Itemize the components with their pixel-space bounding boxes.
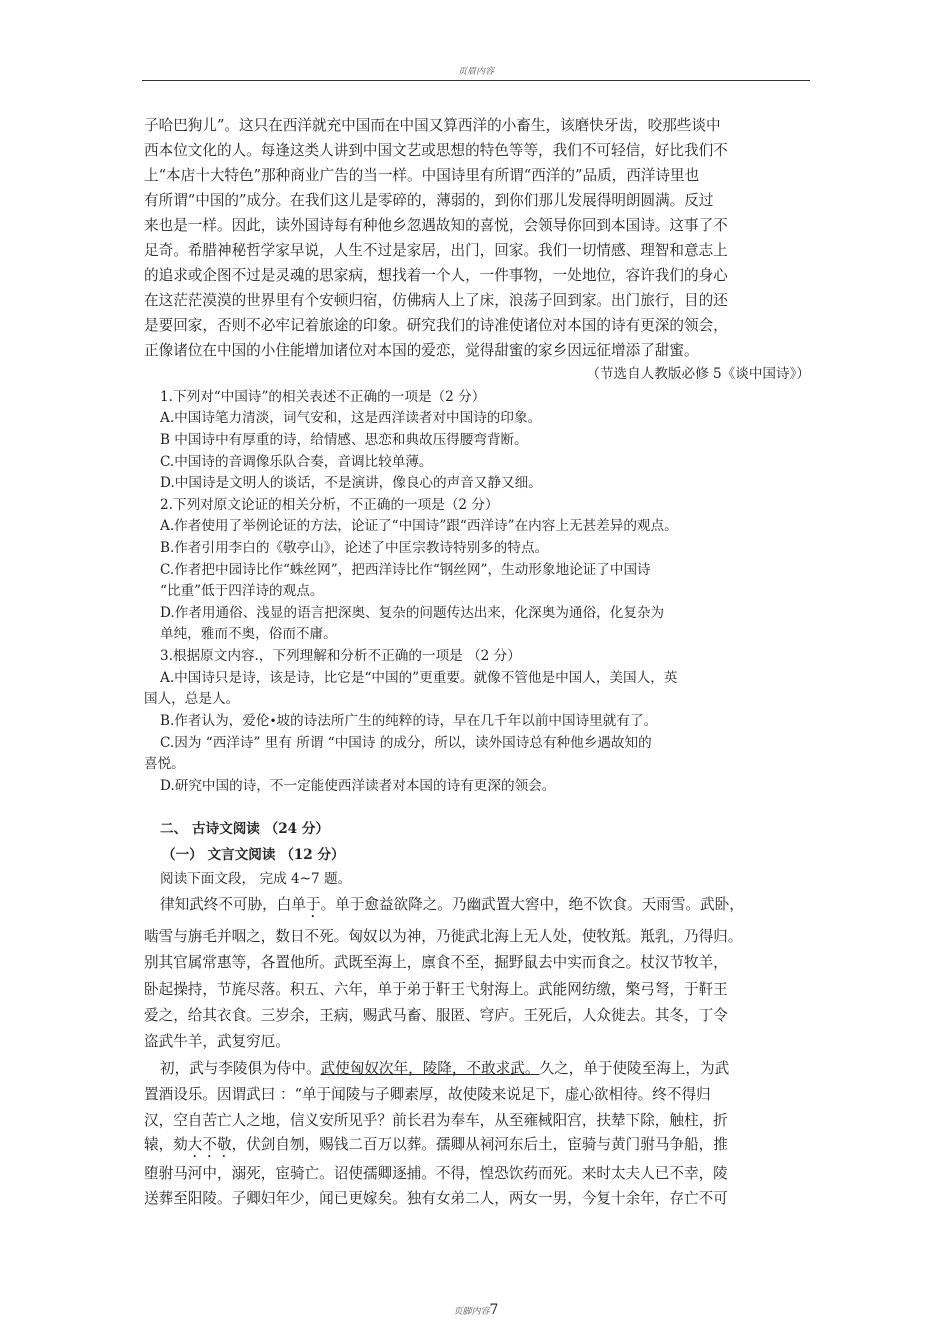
classical-line: 汉，空自苦亡人之地，信义安所见乎？前长君为奉车，从至雍棫阳宫，扶辇下除，触柱，折 <box>144 1112 728 1129</box>
text-run: ，伏剑自刎，赐钱二百万以葬。孺卿从祠河东后土，宦骑与黄门驸马争船，推 <box>231 1136 728 1153</box>
essay-line: 西本位文化的人。每逢这类人讲到中国文艺或思想的特色等等，我们不可轻信，好比我们不 <box>144 142 728 159</box>
option-b-text: B.作者认为，爱伦 <box>160 713 270 729</box>
section-title: 二、 古诗文阅读 （24 分） <box>160 821 330 837</box>
option-c-cont: 喜悦。 <box>144 756 185 772</box>
option-a: A.作者使用了举例论证的方法，论证了“中国诗”跟“西洋诗”在内容上无甚差异的观点。 <box>160 518 678 534</box>
classical-line: 别其官属常惠等，各置他所。武既至海上，廪食不至，掘野鼠去中实而食之。杖汉节牧羊， <box>144 954 728 971</box>
emphasized-text: 大不敬 <box>187 1136 232 1153</box>
option-b: B 中国诗中有厚重的诗，给情感、思恋和典故压得腰弯背断。 <box>160 432 528 448</box>
classical-line: 盗武牛羊，武复穷厄。 <box>144 1033 290 1050</box>
classical-line: 堕驸马河中，溺死，宦骑亡。诏使孺卿逐捕。不得，惶恐饮药而死。来时太夫人已不幸，陵 <box>144 1165 728 1182</box>
classical-line: 送葬至阳陵。子卿妇年少，闻已更嫁矣。独有女弟二人，两女一男，今复十余年，存亡不可 <box>144 1190 728 1207</box>
essay-line: 在这茫茫漠漠的世界里有个安顿归宿，仿佛病人上了床，浪荡子回到家。出门旅行，目的还 <box>144 292 728 309</box>
option-a: A.中国诗只是诗，该是诗，比它是“中国的”更重要。就像不管他是中国人，美国人，英 <box>160 670 678 686</box>
instruction: 阅读下面文段， 完成 4~7 题。 <box>160 871 352 887</box>
classical-line: 爱之，给其衣食。三岁余，王病，赐武马畜、服匿、穹庐。王死后，人众徙去。其冬，丁令 <box>144 1007 728 1024</box>
subsection-title: （一） 文言文阅读 （12 分） <box>162 847 345 863</box>
text-run: 。单于愈益欲降之。乃幽武置大窖中，绝不饮食。天雨雪。武卧， <box>320 896 744 913</box>
option-c: C.因为 “西洋诗” 里有 所谓 “中国诗 的成分，所以，读外国诗总有种他乡遇故知的 <box>160 735 652 751</box>
page-footer <box>142 1302 810 1318</box>
essay-line: 子哈巴狗儿”。这只在西洋就充中国而在中国又算西洋的小畜生，该磨快牙齿，咬那些谈中 <box>144 117 721 134</box>
classical-line <box>144 1135 810 1161</box>
text-run: 久之，单于使陵至海上，为武 <box>539 1060 730 1077</box>
essay-line: 来也是一样。因此，读外国诗每有种他乡忽遇故知的喜悦，会领导你回到本国诗。这事了不 <box>144 217 728 234</box>
page-number: 7 <box>489 1302 499 1318</box>
option-b-text-rest: 坡的诗法所广生的纯粹的诗，早在几千年以前中国诗里就有了。 <box>276 713 658 729</box>
classical-line <box>160 1059 826 1079</box>
option-c: C.中国诗的音调像乐队合奏，音调比较单薄。 <box>160 454 433 470</box>
text-run: 初，武与李陵俱为侍中。 <box>160 1060 321 1077</box>
essay-line: 足奇。希腊神秘哲学家早说，人生不过是家居，出门，回家。我们一切情感、理智和意志上 <box>144 242 728 259</box>
text-run: 律知武终不可胁，白单 <box>160 896 306 913</box>
option-c: C.作者把中园诗比作“蛛丝网”，把西洋诗比作“钢丝网”，生动形象地论证了中国诗 <box>160 562 651 578</box>
option-b <box>160 711 826 731</box>
option-a-cont: 国人，总是人。 <box>144 691 240 707</box>
classical-line: 啮雪与旃毛并咽之，数日不死。匈奴以为神，乃徙武北海上无人处，使牧羝。羝乳，乃得归。 <box>144 928 743 945</box>
page-header: 页眉内容 <box>457 67 494 77</box>
essay-line: 的追求或企图不过是灵魂的思家病，想找着一个人，一件事物，一处地位，容许我们的身心 <box>144 267 728 284</box>
question-stem: 3.根据原文内容.，下列理解和分析不正确的一项是 （2 分） <box>160 648 521 664</box>
essay-source: （节选自人教版必修 5《谈中国诗》） <box>586 366 810 382</box>
essay-line: 有所谓“中国的”成分。在我们这儿是零碎的，薄弱的，到你们那儿发展得明朗圆满。反过 <box>144 192 714 209</box>
underlined-sentence: 武使匈奴次年，陵降，不敢求武。 <box>320 1060 540 1077</box>
classical-line: 置酒设乐。因谓武曰 ：“单于闻陵与子卿素厚，故使陵来说足下，虚心欲相待。终不得归 <box>144 1086 711 1103</box>
essay-line: 上“本店十大特色”那种商业广告的当一样。中国诗里有所谓“西洋的”品质，西洋诗里也 <box>144 167 700 184</box>
option-d: D.作者用通俗、浅显的语言把深奥、复杂的问题传达出来，化深奥为通俗，化复杂为 <box>160 605 665 621</box>
classical-line <box>160 895 826 921</box>
essay-line: 正像诸位在中国的小住能增加诸位对本国的爱恋，觉得甜蜜的家乡因远征增添了甜蜜。 <box>144 342 699 359</box>
option-d: D.中国诗是文明人的谈话，不是演讲，像良心的声音又静又细。 <box>160 475 542 491</box>
option-a: A.中国诗笔力清淡，词气安和，这是西洋读者对中国诗的印象。 <box>160 410 542 426</box>
option-d-cont: 单纯，雅而不奥，俗而不庸。 <box>160 626 337 642</box>
essay-line: 是要回家，否则不必牢记着旅途的印象。研究我们的诗准使诸位对本国的诗有更深的领会， <box>144 317 728 334</box>
option-b: B.作者引用李白的《敬亭山》，论述了中匡宗教诗特别多的特点。 <box>160 540 549 556</box>
option-d: D.研究中国的诗，不一定能使西洋读者对本国的诗有更深的领会。 <box>160 778 556 794</box>
question-stem: 2.下列对原文论证的相关分析，不正确的一项是（2 分） <box>160 497 499 513</box>
header-rule <box>142 80 810 81</box>
question-stem: 1.下列对“中国诗”的相关表述不正确的一项是（2 分） <box>160 389 486 405</box>
middle-dot: • <box>269 714 277 728</box>
text-run: 辕，劾 <box>144 1136 188 1153</box>
option-c-cont: “比重”低于四洋诗的观点。 <box>160 583 324 599</box>
footer-label: 页脚内容 <box>453 1307 490 1317</box>
emphasized-text: 于 <box>305 896 321 913</box>
classical-line: 卧起操持，节旄尽落。积五、六年，单于弟于靬王弋射海上。武能网纺缴，檠弓弩，于靬王 <box>144 981 728 998</box>
